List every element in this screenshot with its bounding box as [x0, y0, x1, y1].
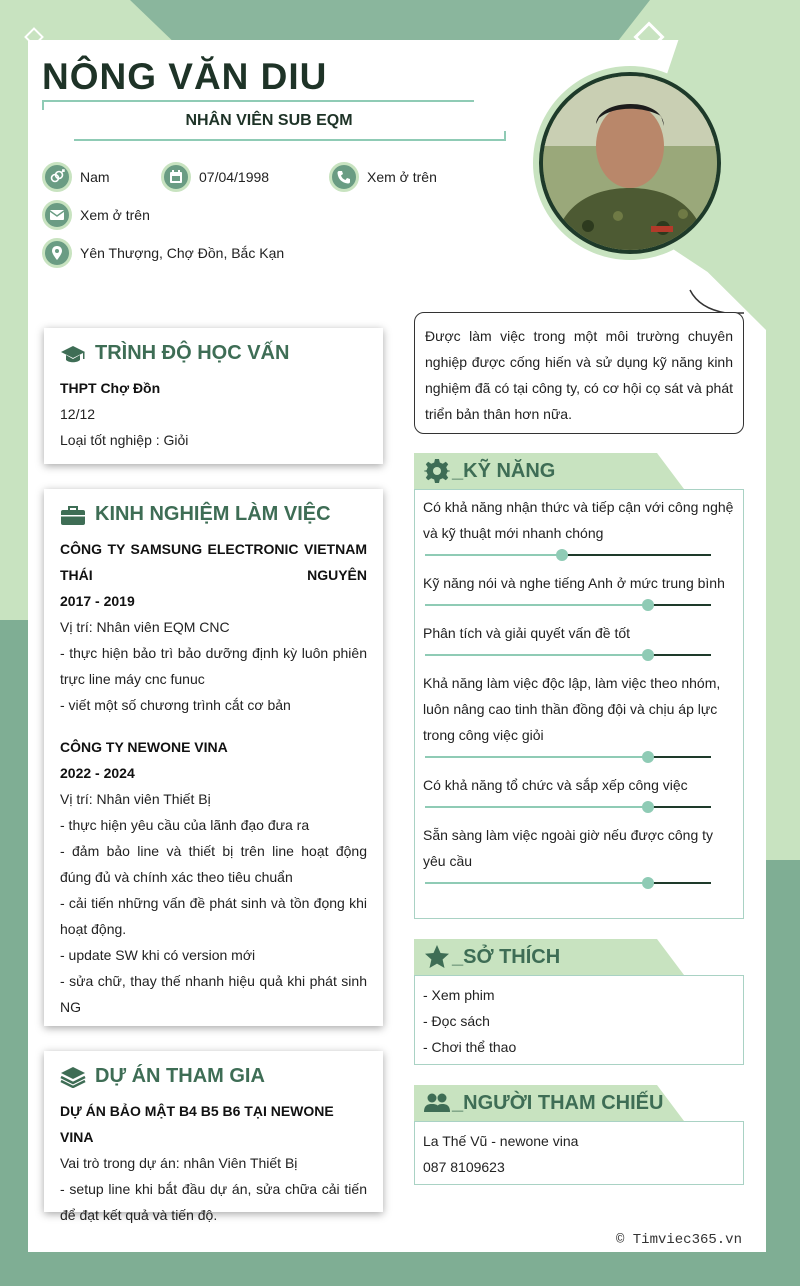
hobby-item: - Xem phim — [423, 987, 495, 1003]
skill-level-fill — [425, 756, 648, 758]
gender-icon — [42, 162, 72, 192]
experience-header — [60, 503, 367, 526]
skill-level-bar — [425, 654, 711, 656]
job-1-line: - thực hiện bảo trì bảo dưỡng định kỳ luôn phiên trực line máy cnc funuc — [60, 645, 367, 687]
skills-header — [414, 453, 555, 489]
skill-level-fill — [425, 554, 562, 556]
projects-card — [44, 1051, 383, 1223]
reference-phone: 087 8109623 — [423, 1159, 505, 1175]
job-2-position: Vị trí: Nhân viên Thiết Bị — [60, 791, 211, 807]
education-title: TRÌNH ĐỘ HỌC VẤN — [95, 342, 290, 364]
graduation-rank: Loại tốt nghiệp : Giỏi — [60, 432, 189, 448]
skill-level-fill — [425, 654, 648, 656]
email-value: Xem ở trên — [80, 207, 150, 223]
footer-brand: © Timviec365.vn — [615, 1232, 742, 1248]
job-2-period: 2022 - 2024 — [60, 765, 135, 781]
candidate-name: NÔNG VĂN DIU — [42, 56, 328, 97]
skill-item — [423, 570, 735, 606]
job-1-period: 2017 - 2019 — [60, 593, 135, 609]
skill-item — [423, 822, 735, 884]
job-2-line: - update SW khi có version mới — [60, 947, 256, 963]
job-1-company: CÔNG TY SAMSUNG ELECTRONIC VIETNAM THÁI NGUYÊN — [60, 541, 367, 583]
title-frame-top — [42, 100, 474, 110]
skill-level-marker — [556, 549, 568, 561]
skill-level-bar — [425, 882, 711, 884]
phone-icon — [329, 162, 359, 192]
skill-item — [423, 620, 735, 656]
bg-right-band — [766, 860, 800, 1286]
skills-box — [414, 489, 744, 919]
skill-label: Có khả năng nhận thức và tiếp cận với công nghệ và kỹ thuật mới nhanh chóng — [423, 499, 734, 541]
briefcase-icon — [60, 504, 86, 526]
skill-item — [423, 772, 735, 808]
title-frame-bottom — [74, 131, 506, 141]
job-2-company: CÔNG TY NEWONE VINA — [60, 739, 228, 755]
project-desc: - setup line khi bắt đầu dự án, sửa chữa cải tiến để đạt kết quả và tiến độ. — [60, 1181, 367, 1223]
skill-level-bar — [425, 604, 711, 606]
gender-value: Nam — [80, 169, 110, 185]
skill-label: Phân tích và giải quyết vấn đề tốt — [423, 625, 631, 641]
reference-name: La Thế Vũ - newone vina — [423, 1133, 579, 1149]
job-1-line: - viết một số chương trình cắt cơ bản — [60, 697, 291, 713]
skill-label: Khả năng làm việc độc lập, làm việc theo nhóm, luôn nâng cao tinh thần đồng đội và chịu áp lực trong công việc giỏi — [423, 675, 721, 743]
skill-item — [423, 494, 735, 556]
job-2-line: - thực hiện yêu cầu của lãnh đạo đưa ra — [60, 817, 310, 833]
education-card — [44, 328, 383, 464]
references-title: _NGƯỜI THAM CHIẾU — [452, 1091, 664, 1114]
education-header — [60, 342, 367, 365]
gear-icon — [424, 458, 450, 484]
skill-level-fill — [425, 882, 648, 884]
mail-icon — [42, 200, 72, 230]
hobbies-box — [414, 975, 744, 1065]
bg-bottom-band — [0, 1252, 800, 1286]
references-header — [414, 1085, 663, 1121]
school-name: THPT Chợ Đồn — [60, 380, 161, 396]
info-address — [42, 238, 284, 268]
school-grade: 12/12 — [60, 406, 96, 422]
info-gender — [42, 162, 110, 192]
job-title: NHÂN VIÊN SUB EQM — [185, 112, 353, 129]
skill-label: Sẵn sàng làm việc ngoài giờ nếu được công ty yêu cầu — [423, 827, 714, 869]
location-icon — [42, 238, 72, 268]
skill-level-bar — [425, 806, 711, 808]
skill-label: Kỹ năng nói và nghe tiếng Anh ở mức trung bình — [423, 575, 725, 591]
graduation-cap-icon — [60, 343, 86, 365]
projects-title: DỰ ÁN THAM GIA — [95, 1065, 265, 1087]
hobby-item: - Chơi thể thao — [423, 1039, 517, 1055]
star-icon — [424, 944, 450, 970]
job-2-line: - đảm bảo line và thiết bị trên line hoạt động đúng đủ và chính xác theo tiêu chuẩn — [60, 843, 367, 885]
hobby-item: - Đọc sách — [423, 1013, 490, 1029]
skill-level-fill — [425, 604, 648, 606]
job-1-position: Vị trí: Nhân viên EQM CNC — [60, 619, 230, 635]
projects-header — [60, 1065, 367, 1088]
skills-title: _KỸ NĂNG — [452, 459, 556, 482]
address-value: Yên Thượng, Chợ Đồn, Bắc Kạn — [80, 245, 285, 261]
skill-label: Có khả năng tổ chức và sắp xếp công việc — [423, 777, 688, 793]
job-2-line: - sửa chữ, thay thế nhanh hiệu quả khi phát sinh NG — [60, 973, 367, 1015]
experience-title: KINH NGHIỆM LÀM VIỆC — [95, 503, 331, 525]
skill-level-marker — [642, 801, 654, 813]
phone-value: Xem ở trên — [367, 169, 437, 185]
skill-level-marker — [642, 877, 654, 889]
skill-item — [423, 670, 735, 758]
info-email — [42, 200, 150, 230]
hobbies-header — [414, 939, 560, 975]
info-phone — [329, 162, 437, 192]
calendar-icon — [161, 162, 191, 192]
skill-level-bar — [425, 756, 711, 758]
skill-level-fill — [425, 806, 648, 808]
skill-level-marker — [642, 649, 654, 661]
skill-level-marker — [642, 599, 654, 611]
job-2-line: - cải tiến những vấn đề phát sinh và tồn đọng khi hoạt động. — [60, 895, 367, 937]
hobbies-title: _SỞ THÍCH — [452, 945, 561, 968]
users-icon — [424, 1090, 450, 1116]
info-birthday — [161, 162, 269, 192]
experience-card — [44, 489, 383, 1026]
layers-icon — [60, 1066, 86, 1088]
skill-level-bar — [425, 554, 711, 556]
birthday-value: 07/04/1998 — [199, 169, 270, 185]
project-name: DỰ ÁN BẢO MẬT B4 B5 B6 TẠI NEWONE VINA — [60, 1103, 334, 1145]
bg-top-band — [130, 0, 650, 40]
career-objective: Được làm việc trong một môi trường chuyên nghiệp được cống hiến và sử dụng kỹ năng kinh nghiệm đã có tại công ty, có cơ hội cọ sát và phát triển bản thân hơn nữa. — [414, 312, 744, 434]
skill-level-marker — [642, 751, 654, 763]
avatar — [543, 76, 717, 250]
references-box — [414, 1121, 744, 1185]
project-role: Vai trò trong dự án: nhân Viên Thiết Bị — [60, 1155, 298, 1171]
bg-left-band — [0, 620, 28, 1286]
